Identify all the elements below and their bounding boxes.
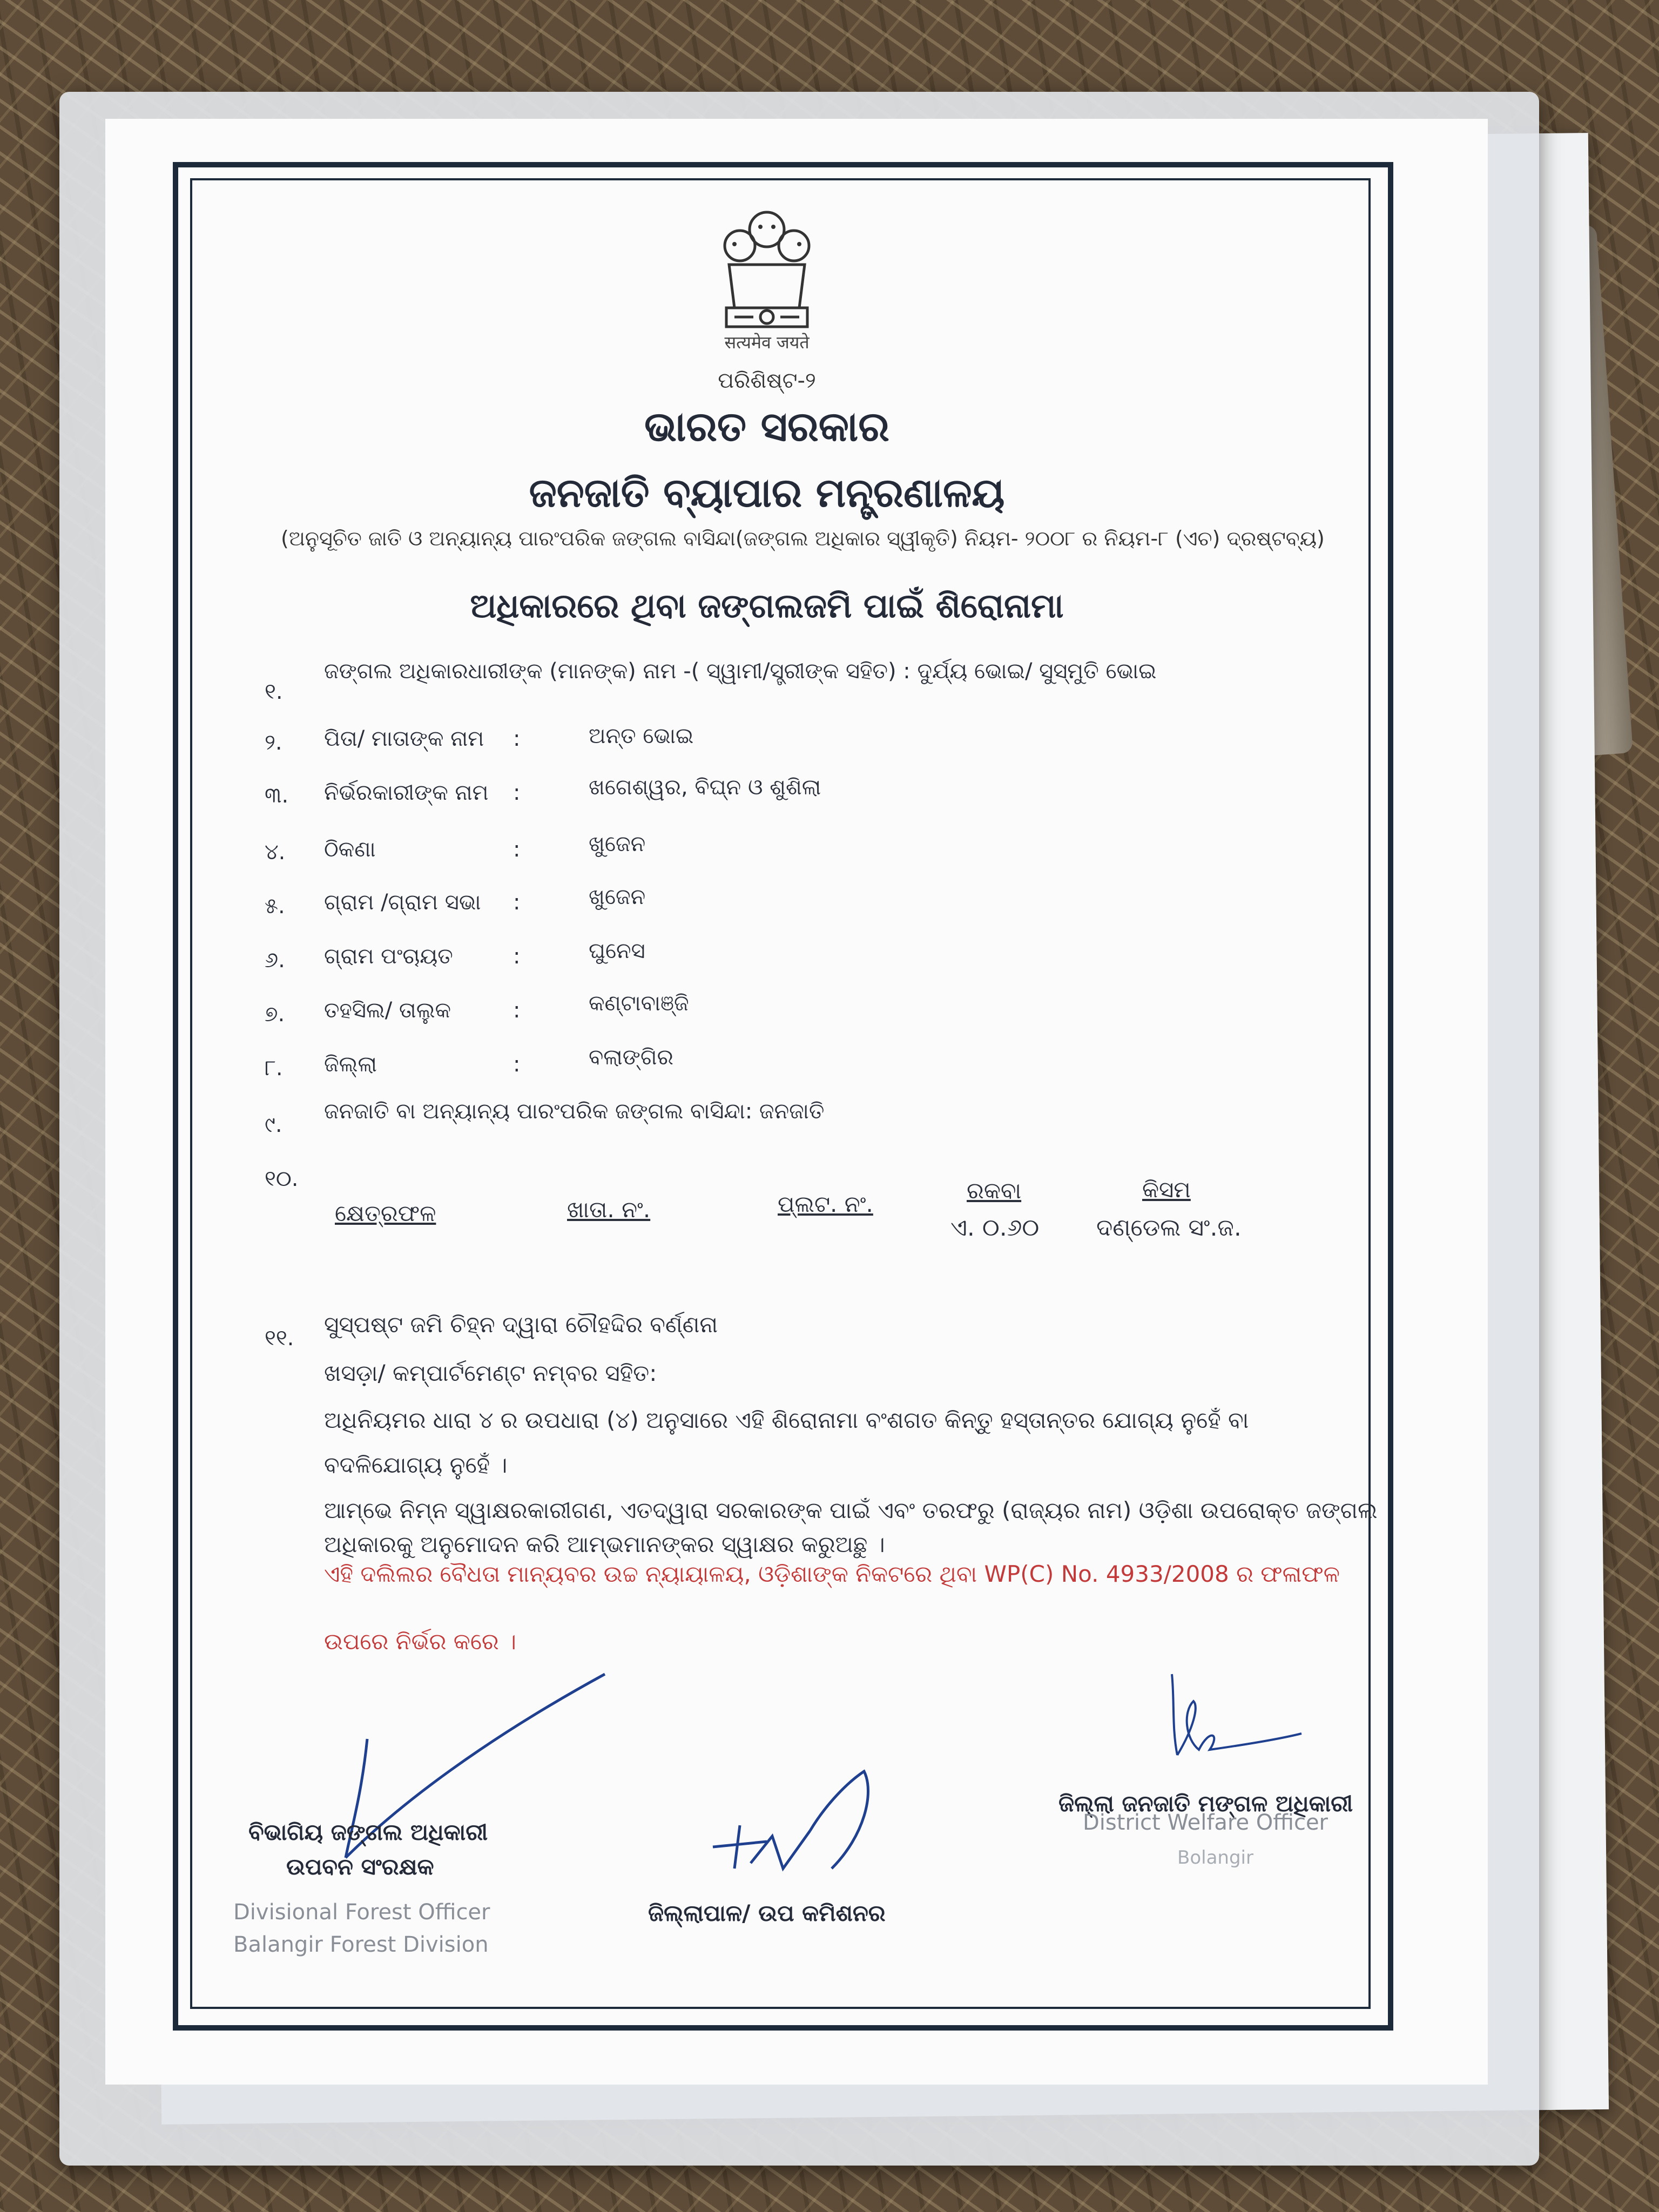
- annex-label: ପରିଶିଷ୍ଟ-୨: [718, 368, 816, 393]
- field-value-district: ବଲାଙ୍ଗିର: [589, 1045, 673, 1070]
- field-value-panchayat: ଘୁନେସ: [589, 939, 645, 963]
- forest-officer-stamp-line2: Balangir Forest Division: [233, 1932, 489, 1957]
- field-label-dependents: ନିର୍ଭରକାରୀଙ୍କ ନାମ: [324, 780, 489, 805]
- field-number: ୧୧.: [265, 1326, 294, 1351]
- field-label-village: ଗ୍ରାମ /ଗ୍ରାମ ସଭା: [324, 890, 481, 915]
- approval-clause-line1: ଆମ୍ଭେ ନିମ୍ନ ସ୍ୱାକ୍ଷରକାରୀଗଣ, ଏତଦ୍ୱାରା ସରକାରଙ୍କ ପାଇଁ ଏବଂ ତରଫରୁ (ରାଜ୍ୟର ନାମ) ଓଡ଼ିଶା ଉପରୋକ୍ତ ଜଙ୍ଗଲ: [324, 1497, 1378, 1523]
- collector-title: ଜିଲ୍ଲାପାଳ/ ଉପ କମିଶନର: [648, 1900, 886, 1926]
- field-label-rights-holder: ଜଙ୍ଗଲ ଅଧିକାରଧାରୀଙ୍କ (ମାନଙ୍କ) ନାମ -( ସ୍ୱାମୀ/ସ୍ତ୍ରୀଙ୍କ ସହିତ) : ଦୁର୍ଯ୍ୟ ଭୋଇ/ ସୁସ୍ମୁତି ଭୋଇ: [324, 659, 1157, 684]
- field-number: ୬.: [265, 948, 285, 973]
- table-value-kisam: ଦଣ୍ଡେଲ ସଂ.ଜ.: [1096, 1214, 1242, 1242]
- welfare-officer-title: ଜିଲ୍ଲା ଜନଜାତି ମଙ୍ଗଳ ଅଧିକାରୀ: [1058, 1790, 1353, 1817]
- forest-officer-stamp-line1: Divisional Forest Officer: [233, 1900, 490, 1925]
- field-number: ୪.: [265, 840, 286, 865]
- field-colon: :: [513, 998, 521, 1023]
- field-label-community: ଜନଜାତି ବା ଅନ୍ୟାନ୍ୟ ପାରଂପରିକ ଜଙ୍ଗଲ ବାସିନ୍ଦା: ଜନଜାତି: [324, 1099, 825, 1124]
- rules-reference: (ଅନୁସୂଚିତ ଜାତି ଓ ଅନ୍ୟାନ୍ୟ ପାରଂପରିକ ଜଙ୍ଗଲ ବାସିନ୍ଦା(ଜଙ୍ଗଲ ଅଧିକାର ସ୍ୱୀକୃତି) ନିୟମ- ୨୦୦୮ ର ନିୟମ-୮ (ଏଚ) ଦ୍ରଷ୍ଟବ୍ୟ): [281, 527, 1325, 550]
- field-number: ୧୦.: [265, 1166, 299, 1191]
- field-label-tahasil: ତହସିଲ/ ତାଲୁକ: [324, 998, 451, 1023]
- field-number: ୯.: [265, 1112, 282, 1137]
- field-colon: :: [513, 780, 521, 805]
- collector-signature: [702, 1761, 907, 1901]
- field-label-address: ଠିକଣା: [324, 837, 376, 862]
- table-header-area: କ୍ଷେତ୍ରଫଳ: [335, 1200, 436, 1226]
- validity-clause-line2: ଉପରେ ନିର୍ଭର କରେ ।: [324, 1628, 516, 1655]
- field-label-district: ଜିଲ୍ଲା: [324, 1052, 377, 1077]
- field-value-parent: ଅନ୍ତ ଭୋଇ: [589, 724, 694, 748]
- table-header-plot: ପ୍ଲଟ. ନଂ.: [778, 1191, 873, 1217]
- field-colon: :: [513, 837, 521, 862]
- table-header-khata: ଖାତା. ନଂ.: [567, 1196, 651, 1223]
- field-number: ୫.: [265, 894, 285, 919]
- field-number: ୩.: [265, 783, 289, 808]
- field-value-address: ଖୁଜେନ: [589, 832, 646, 857]
- government-title: ଭାରତ ସରକାର: [644, 402, 889, 450]
- field-value-tahasil: କଣ୍ଟାବାଞ୍ଜି: [589, 991, 689, 1016]
- field-number: ୮.: [265, 1056, 283, 1081]
- boundary-description-label: ସୁସ୍ପଷ୍ଟ ଜମି ଚିହ୍ନ ଦ୍ୱାରା ଚୌହଦ୍ଦିର ବର୍ଣ୍ଣନା: [324, 1311, 718, 1338]
- field-number: ୧.: [265, 679, 283, 704]
- document-title: ଅଧିକାରରେ ଥିବା ଜଙ୍ଗଲଜମି ପାଇଁ ଶିରୋନାମା: [470, 586, 1064, 625]
- heritable-clause-line1: ଅଧିନିୟମର ଧାରା ୪ ର ଉପଧାରା (୪) ଅନୁସାରେ ଏହି ଶିରୋନାମା ବଂଶଗତ କିନ୍ତୁ ହସ୍ତାନ୍ତର ଯୋଗ୍ୟ ନୁହେଁ ବା: [324, 1407, 1249, 1433]
- welfare-officer-stamp-line2: Bolangir: [1177, 1847, 1253, 1869]
- welfare-officer-stamp-line1: District Welfare Officer: [1083, 1810, 1328, 1835]
- emblem-motto: सत्यमेव जयते: [724, 332, 810, 353]
- field-value-dependents: ଖଗେଶ୍ୱର, ବିଘ୍ନ ଓ ଶୁଶିଲା: [589, 775, 821, 800]
- table-value-rakaba: ଏ. ୦.୬୦: [950, 1214, 1040, 1242]
- compartment-number-label: ଖସଡ଼ା/ କମ୍ପାର୍ଟମେଣ୍ଟ ନମ୍ବର ସହିତ:: [324, 1360, 657, 1386]
- field-colon: :: [513, 726, 521, 751]
- field-value-village: ଖୁଜେନ: [589, 885, 646, 909]
- table-header-rakaba: ରକବା: [967, 1177, 1022, 1204]
- field-colon: :: [513, 890, 521, 915]
- field-label-panchayat: ଗ୍ରାମ ପଂଚାୟତ: [324, 944, 453, 969]
- field-colon: :: [513, 1052, 521, 1077]
- heritable-clause-line2: ବଦଳିଯୋଗ୍ୟ ନୁହେଁ ।: [324, 1452, 508, 1478]
- field-colon: :: [513, 944, 521, 969]
- field-label-parent: ପିତା/ ମାତାଙ୍କ ନାମ: [324, 726, 484, 751]
- forest-officer-title: ବିଭାଗିୟ ଜଙ୍ଗଲ ଅଧିକାରୀ: [248, 1819, 488, 1845]
- field-number: ୨.: [265, 730, 282, 755]
- validity-clause-line1: ଏହି ଦଲିଲର ବୈଧତା ମାନ୍ୟବର ଉଚ୍ଚ ନ୍ୟାୟାଳୟ, ଓଡ଼ିଶାଙ୍କ ନିକଟରେ ଥିବା WP(C) No. 4933/2008 ର ଫଳାଫଳ: [324, 1561, 1340, 1587]
- approval-clause-line2: ଅଧିକାରକୁ ଅନୁମୋଦନ କରି ଆମ୍ଭମାନଙ୍କର ସ୍ୱାକ୍ଷର କରୁଅଛୁ ।: [324, 1531, 885, 1557]
- welfare-officer-signature: [1161, 1669, 1312, 1766]
- ministry-title: ଜନଜାତି ବ୍ୟାପାର ମନ୍ତ୍ରଣାଳୟ: [529, 470, 1005, 516]
- forest-officer-subtitle: ଉପବନ ସଂରକ୍ଷକ: [286, 1853, 434, 1880]
- table-header-kisam: କିସମ: [1142, 1176, 1191, 1203]
- field-number: ୭.: [265, 1002, 285, 1027]
